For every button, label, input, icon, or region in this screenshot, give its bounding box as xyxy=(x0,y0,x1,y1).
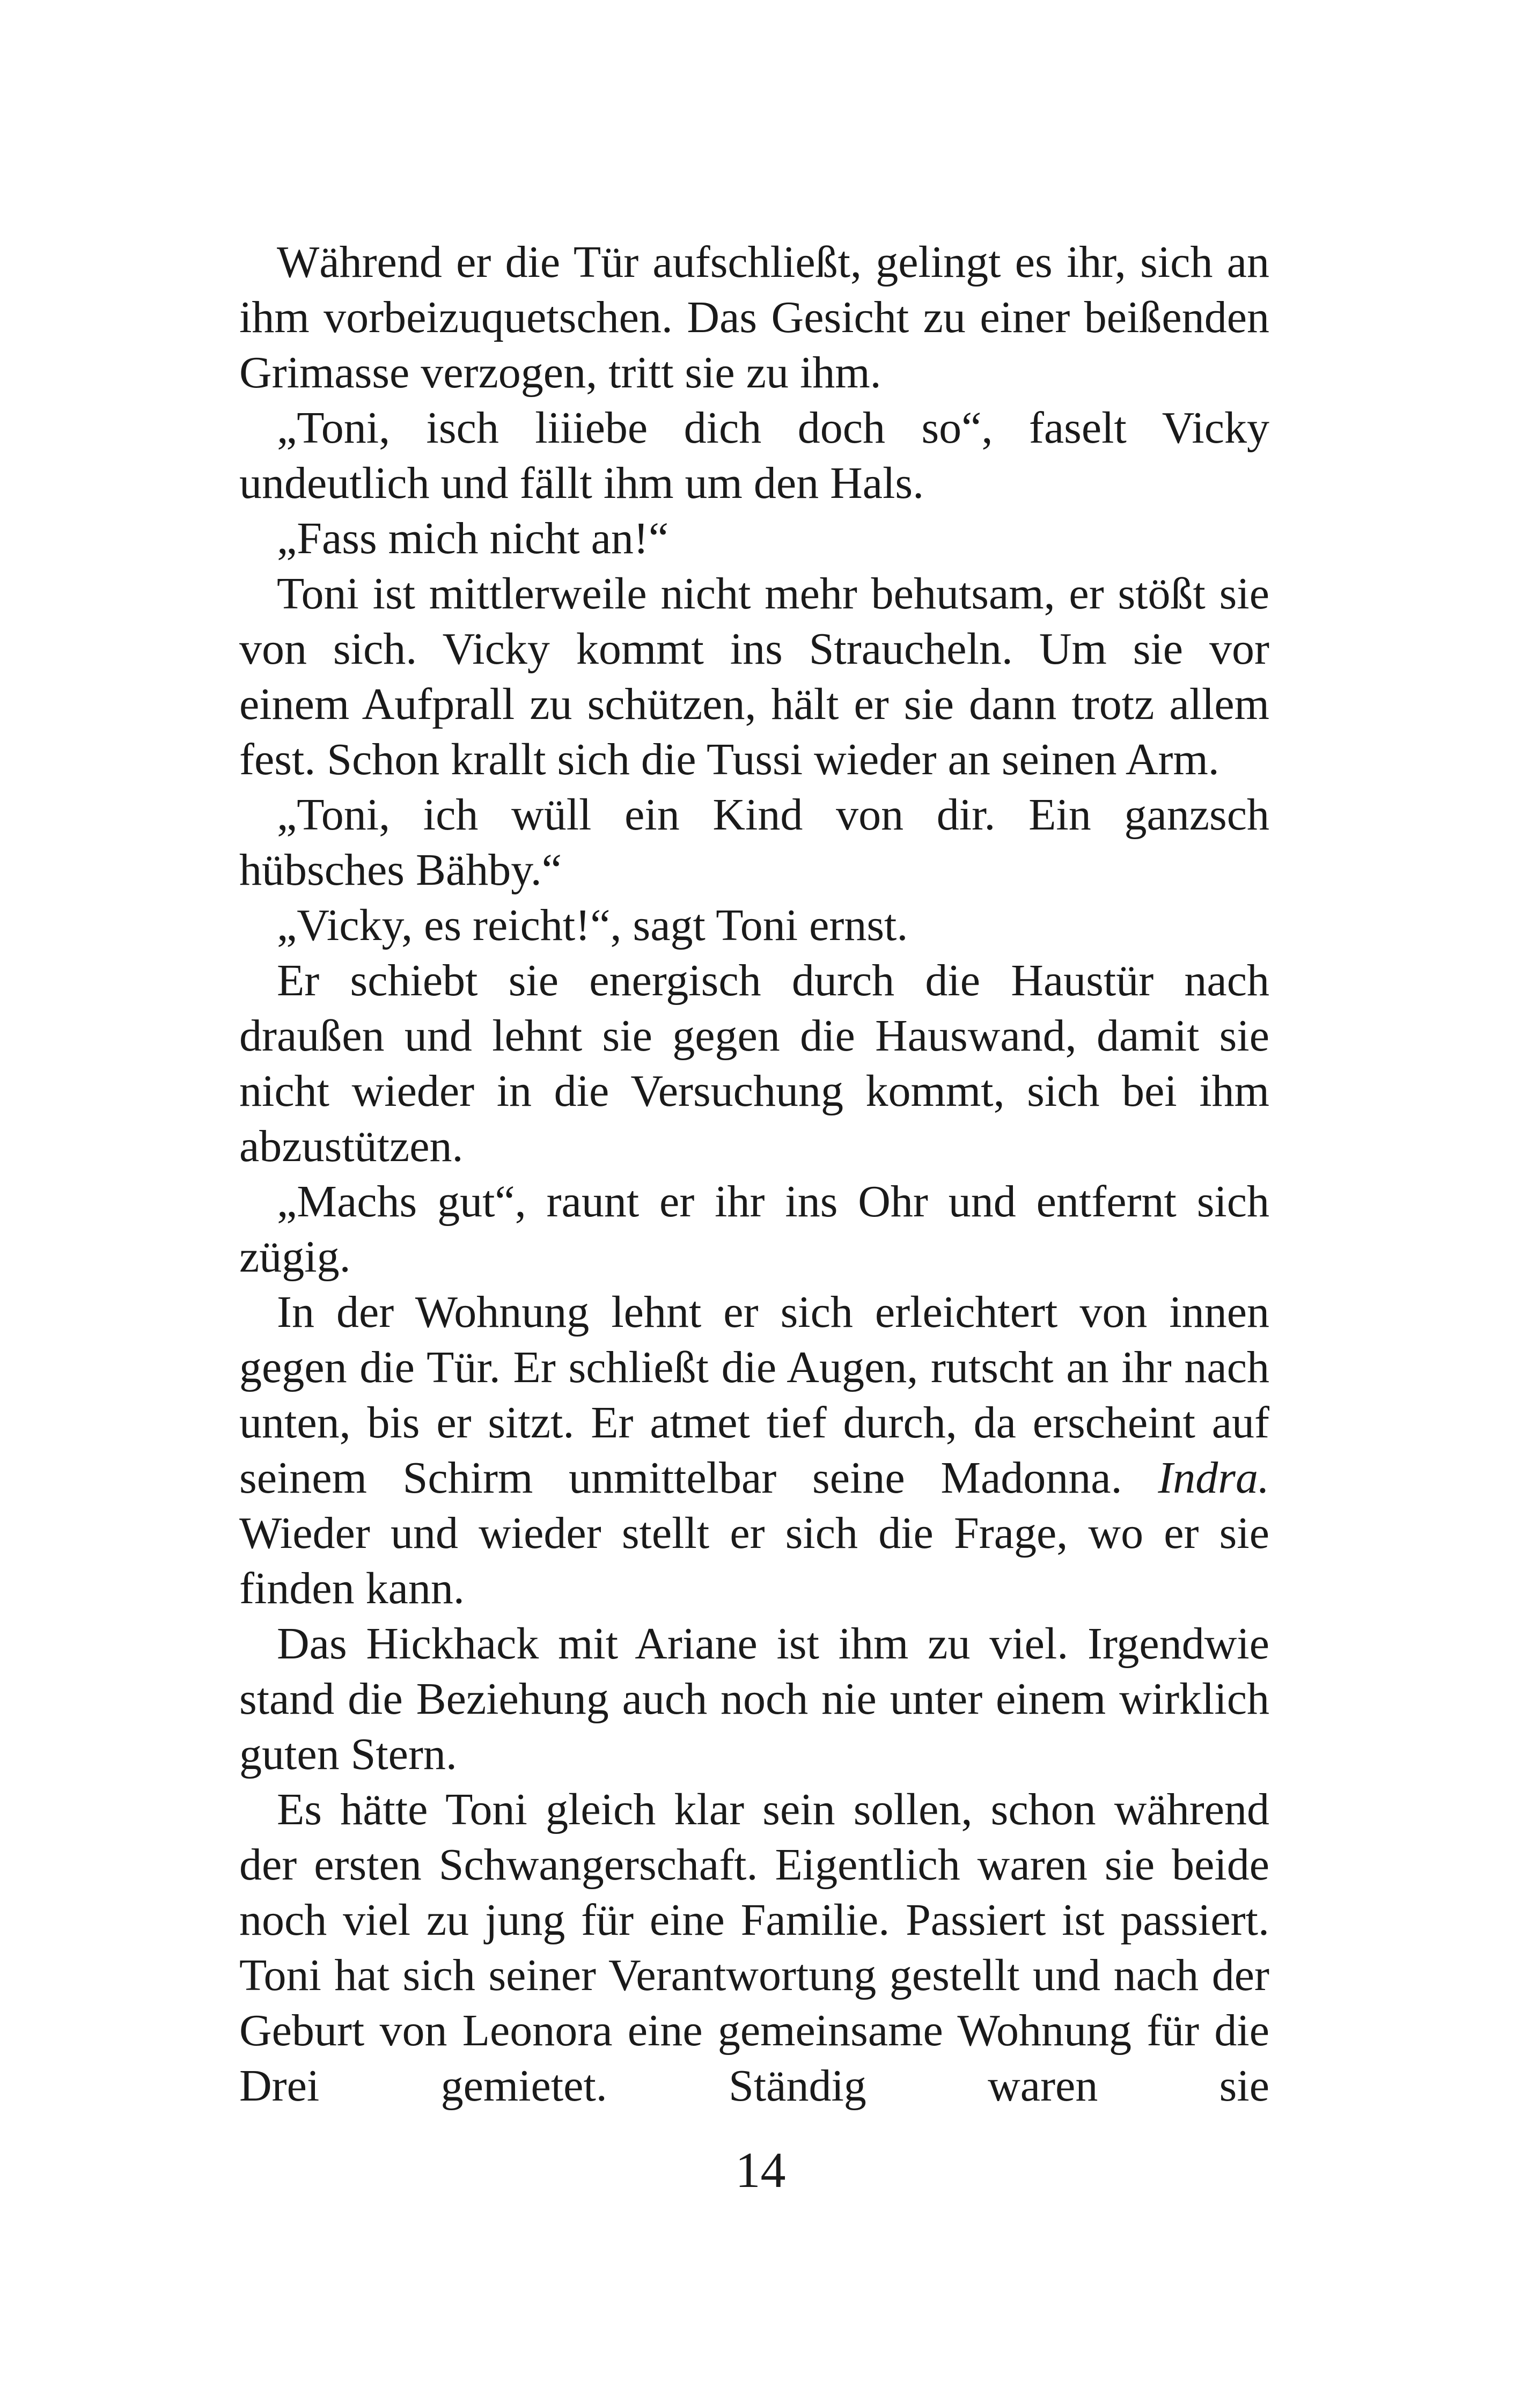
paragraph-3: „Fass mich nicht an!“ xyxy=(277,513,669,563)
paragraph-6: „Vicky, es reicht!“, sagt Toni ernst. xyxy=(277,900,908,950)
paragraph-5: „Toni, ich wüll ein Kind von dir. Ein ganzsch hübsches Bähby.“ xyxy=(239,790,1269,895)
paragraph-1: Während er die Tür aufschließt, gelingt es ihr, sich an ihm vorbeizuquetschen. Das Gesicht zu einer beißenden Grimasse verzogen, tritt sie zu ihm. xyxy=(239,237,1269,398)
paragraph-9-after: Wieder und wieder stellt er sich die Frage, wo er sie finden kann. xyxy=(239,1508,1269,1613)
paragraph-11: Es hätte Toni gleich klar sein sollen, schon während der ersten Schwangerschaft. Eigentlich waren sie beide noch viel zu jung für eine Familie. Passiert ist passiert. Toni hat sich seiner Verantwortung gestellt und nach der Geburt von Leonora eine gemeinsame Wohnung für die Drei gemietet. Ständig waren sie xyxy=(239,1785,1269,2111)
paragraph-7: Er schiebt sie energisch durch die Haustür nach draußen und lehnt sie gegen die Hauswand, damit sie nicht wieder in die Versuchung kommt, sich bei ihm abzustützen. xyxy=(239,956,1269,1171)
italic-name-indra: Indra. xyxy=(1158,1453,1269,1503)
page-number: 14 xyxy=(735,2142,786,2198)
body-text xyxy=(239,234,1269,2113)
paragraph-9-before: In der Wohnung lehnt er sich erleichtert von innen gegen die Tür. Er schließt die Augen, rutscht an ihr nach unten, bis er sitzt. Er atmet tief durch, da erscheint auf seinem Schirm unmittelbar seine Madonna. xyxy=(239,1287,1269,1503)
paragraph-4: Toni ist mittlerweile nicht mehr behutsam, er stößt sie von sich. Vicky kommt ins Straucheln. Um sie vor einem Aufprall zu schützen, hält er sie dann trotz allem fest. Schon krallt sich die Tussi wieder an seinen Arm. xyxy=(239,569,1269,784)
paragraph-8: „Machs gut“, raunt er ihr ins Ohr und entfernt sich zügig. xyxy=(239,1177,1269,1282)
paragraph-2: „Toni, isch liiiebe dich doch so“, faselt Vicky undeutlich und fällt ihm um den Hals. xyxy=(239,403,1269,508)
paragraph-9 xyxy=(239,1284,1269,1616)
paragraph-10: Das Hickhack mit Ariane ist ihm zu viel. Irgendwie stand die Beziehung auch noch nie unter einem wirklich guten Stern. xyxy=(239,1619,1269,1779)
